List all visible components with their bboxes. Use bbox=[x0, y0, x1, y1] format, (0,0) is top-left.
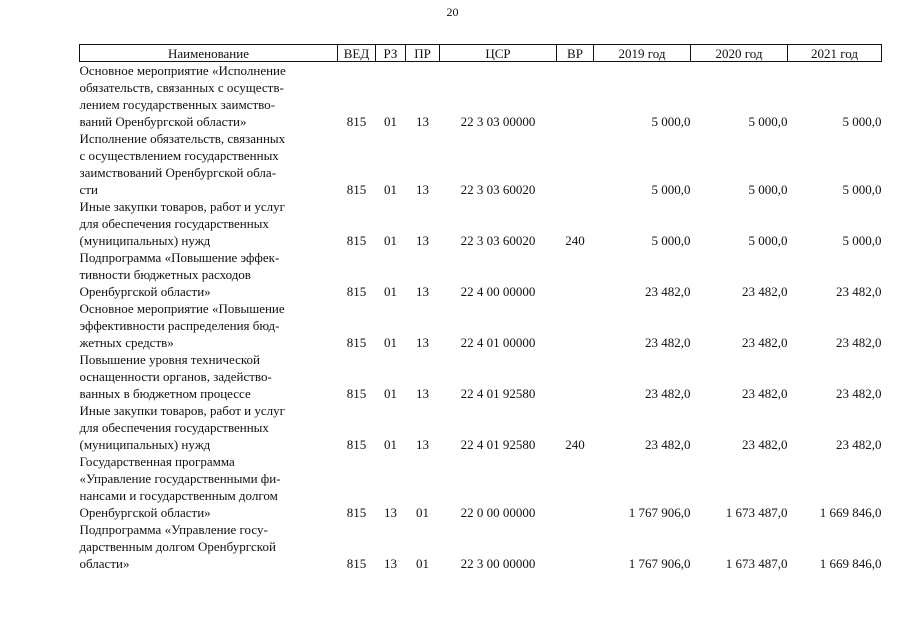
row-ved: 815 bbox=[346, 284, 367, 299]
row-csr: 22 3 03 00000 bbox=[460, 114, 536, 129]
row-name: Исполнение обязательств, связанных с осуществлением государственных заимствований Оренбургской обла- сти bbox=[79, 131, 286, 197]
row-pr: 13 bbox=[416, 233, 429, 248]
column-header-pr: ПР bbox=[406, 45, 440, 62]
row-2021: 1 669 846,0 bbox=[819, 556, 882, 571]
row-name: Государственная программа «Управление государственными фи- нансами и государственным долгом Оренбургской области» bbox=[79, 454, 281, 520]
row-rz: 01 bbox=[384, 114, 397, 129]
column-header-rz: РЗ bbox=[376, 45, 406, 62]
page-number: 20 bbox=[446, 5, 459, 19]
column-header-name: Наименование bbox=[80, 45, 338, 62]
row-vr bbox=[557, 249, 594, 300]
row-2021: 23 482,0 bbox=[836, 437, 882, 452]
row-2021: 5 000,0 bbox=[842, 114, 882, 129]
row-name: Подпрограмма «Управление госу- дарственным долгом Оренбургской области» bbox=[79, 522, 276, 571]
row-pr: 01 bbox=[416, 556, 429, 571]
row-ved: 815 bbox=[346, 335, 367, 350]
row-2020: 5 000,0 bbox=[748, 182, 788, 197]
table-row bbox=[80, 300, 882, 351]
row-csr: 22 3 03 60020 bbox=[460, 233, 536, 248]
row-2019: 5 000,0 bbox=[651, 182, 691, 197]
row-2019: 5 000,0 bbox=[651, 114, 691, 129]
row-ved: 815 bbox=[346, 437, 367, 452]
column-header-csr: ЦСР bbox=[440, 45, 557, 62]
column-header-ved: ВЕД bbox=[338, 45, 376, 62]
row-rz: 01 bbox=[384, 233, 397, 248]
row-2021: 5 000,0 bbox=[842, 233, 882, 248]
row-vr bbox=[557, 62, 594, 131]
row-2020: 1 673 487,0 bbox=[725, 556, 788, 571]
row-2019: 23 482,0 bbox=[645, 335, 691, 350]
table-header-row bbox=[80, 45, 882, 62]
row-2020: 1 673 487,0 bbox=[725, 505, 788, 520]
column-header-2019: 2019 год bbox=[594, 45, 691, 62]
table-row bbox=[80, 453, 882, 521]
column-header-2021: 2021 год bbox=[788, 45, 882, 62]
row-2021: 23 482,0 bbox=[836, 284, 882, 299]
row-csr: 22 3 03 60020 bbox=[460, 182, 536, 197]
row-rz: 01 bbox=[384, 284, 397, 299]
row-vr bbox=[557, 351, 594, 402]
row-csr: 22 3 00 00000 bbox=[460, 556, 536, 571]
row-2019: 23 482,0 bbox=[645, 386, 691, 401]
row-pr: 13 bbox=[416, 114, 429, 129]
row-2020: 23 482,0 bbox=[742, 284, 788, 299]
row-ved: 815 bbox=[346, 556, 367, 571]
row-2019: 23 482,0 bbox=[645, 284, 691, 299]
table-row bbox=[80, 198, 882, 249]
row-name: Основное мероприятие «Повышение эффективности распределения бюд- жетных средств» bbox=[79, 301, 285, 350]
row-2020: 5 000,0 bbox=[748, 233, 788, 248]
row-rz: 01 bbox=[384, 437, 397, 452]
row-vr bbox=[557, 300, 594, 351]
row-ved: 815 bbox=[346, 386, 367, 401]
row-pr: 13 bbox=[416, 284, 429, 299]
row-2019: 1 767 906,0 bbox=[628, 505, 691, 520]
row-ved: 815 bbox=[346, 505, 367, 520]
row-pr: 13 bbox=[416, 437, 429, 452]
table-row bbox=[80, 351, 882, 402]
row-vr: 240 bbox=[565, 437, 585, 452]
row-pr: 13 bbox=[416, 386, 429, 401]
row-2019: 5 000,0 bbox=[651, 233, 691, 248]
row-ved: 815 bbox=[346, 182, 367, 197]
table-row bbox=[80, 62, 882, 131]
row-2021: 23 482,0 bbox=[836, 386, 882, 401]
row-2020: 23 482,0 bbox=[742, 386, 788, 401]
row-name: Иные закупки товаров, работ и услуг для обеспечения государственных (муниципальных) нужд bbox=[79, 199, 285, 248]
row-pr: 13 bbox=[416, 335, 429, 350]
row-vr bbox=[557, 521, 594, 572]
budget-table bbox=[79, 44, 882, 572]
row-rz: 13 bbox=[384, 505, 397, 520]
row-pr: 01 bbox=[416, 505, 429, 520]
row-rz: 13 bbox=[384, 556, 397, 571]
row-vr: 240 bbox=[565, 233, 585, 248]
row-name: Иные закупки товаров, работ и услуг для обеспечения государственных (муниципальных) нужд bbox=[79, 403, 285, 452]
row-csr: 22 4 00 00000 bbox=[460, 284, 536, 299]
table-row bbox=[80, 249, 882, 300]
column-header-vr: ВР bbox=[557, 45, 594, 62]
table-row bbox=[80, 130, 882, 198]
row-csr: 22 4 01 92580 bbox=[460, 386, 536, 401]
row-2020: 5 000,0 bbox=[748, 114, 788, 129]
row-vr bbox=[557, 130, 594, 198]
table-row bbox=[80, 402, 882, 453]
row-2019: 23 482,0 bbox=[645, 437, 691, 452]
row-2019: 1 767 906,0 bbox=[628, 556, 691, 571]
row-name: Подпрограмма «Повышение эффек- тивности бюджетных расходов Оренбургской области» bbox=[79, 250, 280, 299]
row-2021: 1 669 846,0 bbox=[819, 505, 882, 520]
row-csr: 22 0 00 00000 bbox=[460, 505, 536, 520]
row-ved: 815 bbox=[346, 114, 367, 129]
column-header-2020: 2020 год bbox=[691, 45, 788, 62]
row-rz: 01 bbox=[384, 386, 397, 401]
row-name: Повышение уровня технической оснащенности органов, задейство- ванных в бюджетном процессе bbox=[79, 352, 272, 401]
row-pr: 13 bbox=[416, 182, 429, 197]
row-ved: 815 bbox=[346, 233, 367, 248]
table-row bbox=[80, 521, 882, 572]
row-2020: 23 482,0 bbox=[742, 437, 788, 452]
row-2020: 23 482,0 bbox=[742, 335, 788, 350]
row-csr: 22 4 01 92580 bbox=[460, 437, 536, 452]
row-2021: 23 482,0 bbox=[836, 335, 882, 350]
row-rz: 01 bbox=[384, 182, 397, 197]
row-csr: 22 4 01 00000 bbox=[460, 335, 536, 350]
row-name: Основное мероприятие «Исполнение обязательств, связанных с осуществ- лением государственных заимство- ваний Оренбургской области» bbox=[79, 63, 286, 129]
row-rz: 01 bbox=[384, 335, 397, 350]
row-2021: 5 000,0 bbox=[842, 182, 882, 197]
row-vr bbox=[557, 453, 594, 521]
